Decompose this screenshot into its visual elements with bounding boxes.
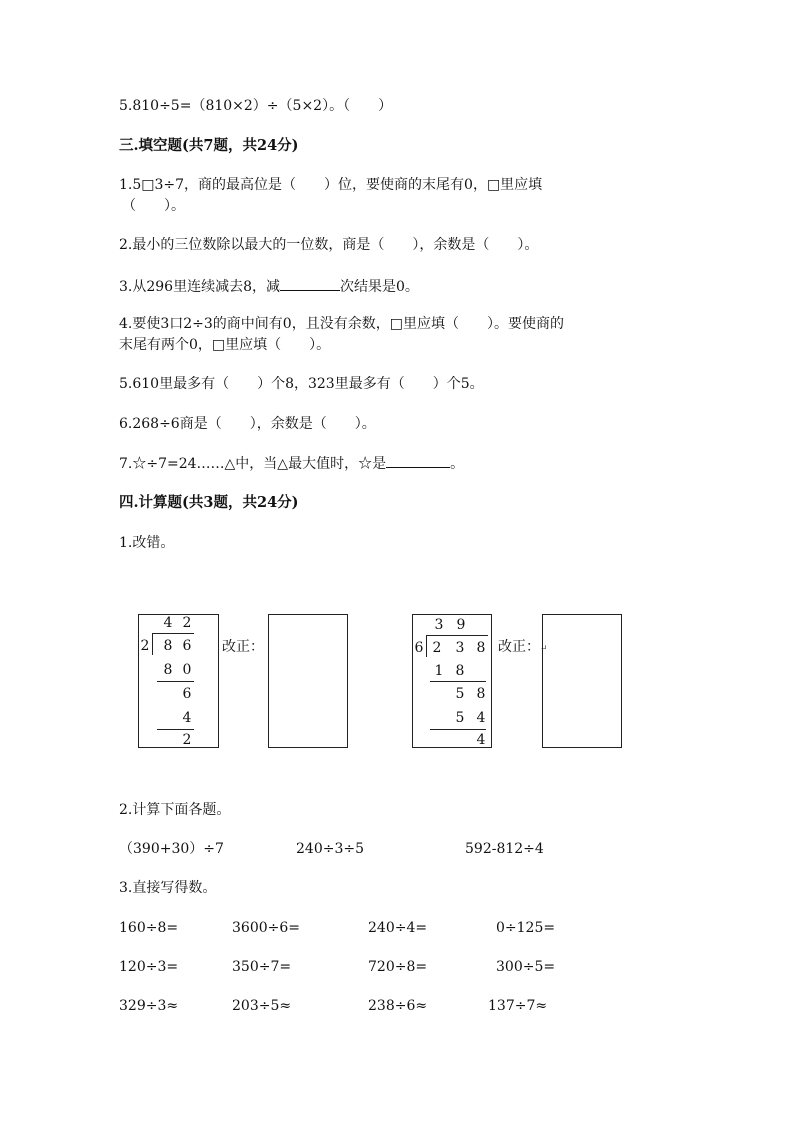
- calc-expression: 240÷3÷5: [296, 841, 364, 857]
- dividend-digit: 8: [476, 640, 486, 656]
- mental-math-item: 203÷5≈: [232, 998, 292, 1014]
- step-digit: 8: [476, 686, 486, 702]
- return-mark: ↵: [540, 644, 548, 654]
- calc-question-3-title: 3.直接写得数。: [119, 880, 217, 896]
- fill-question-6: 6.268÷6商是（ ），余数是（ ）。: [119, 416, 376, 432]
- fill-question-3: [119, 276, 419, 297]
- quotient-digit: 9: [456, 617, 466, 633]
- correction-answer-box-2[interactable]: [542, 614, 622, 748]
- step-digit: 0: [182, 662, 192, 678]
- mental-math-item: 160÷8=: [119, 920, 179, 936]
- dividend-digit: 2: [432, 640, 442, 656]
- step-digit: 6: [182, 686, 192, 702]
- answer-blank[interactable]: [386, 453, 450, 468]
- subtraction-line: [157, 729, 194, 730]
- quotient-digit: 2: [182, 615, 192, 631]
- division-bracket-side: [426, 635, 427, 657]
- mental-math-item: 329÷3≈: [119, 998, 179, 1014]
- mental-math-item: 720÷8=: [368, 959, 428, 975]
- fill-question-3-suffix: 次结果是0。: [340, 279, 419, 295]
- division-bracket-side: [152, 633, 153, 655]
- section-4-title: 四.计算题(共3题，共24分): [119, 494, 299, 511]
- fill-question-1-line-2: （ ）。: [122, 198, 185, 214]
- dividend-digit: 6: [182, 638, 192, 654]
- calc-question-1-title: 1.改错。: [119, 535, 175, 551]
- step-digit: 4: [476, 710, 486, 726]
- fill-question-2: 2.最小的三位数除以最大的一位数，商是（ ），余数是（ ）。: [119, 237, 539, 253]
- remainder-digit: 2: [182, 732, 192, 748]
- subtraction-line: [157, 681, 194, 682]
- fill-question-7-prefix: 7.☆÷7=24……△中，当△最大值时，☆是: [119, 456, 387, 472]
- step-digit: 8: [455, 663, 465, 679]
- correction-answer-box-1[interactable]: [268, 614, 348, 748]
- division-bracket-top: [426, 635, 488, 636]
- mental-math-item: 0÷125=: [496, 920, 556, 936]
- step-digit: 5: [455, 686, 465, 702]
- correction-label-1: 改正：: [222, 639, 264, 655]
- calc-question-2-title: 2.计算下面各题。: [119, 802, 231, 818]
- step-digit: 4: [182, 710, 192, 726]
- mental-math-item: 3600÷6=: [232, 920, 300, 936]
- calc-expression: （390+30）÷7: [119, 841, 224, 857]
- mental-math-item: 240÷4=: [368, 920, 428, 936]
- correction-label-2-text: 改正：: [498, 639, 540, 655]
- fill-question-1-line-1: 1.5□3÷7，商的最高位是（ ）位，要使商的末尾有0，□里应填: [119, 177, 543, 193]
- mental-math-item: 137÷7≈: [488, 998, 548, 1014]
- dividend-digit: 3: [455, 640, 465, 656]
- mental-math-item: 238÷6≈: [368, 998, 428, 1014]
- mental-math-item: 120÷3=: [119, 959, 179, 975]
- mental-math-item: 350÷7=: [232, 959, 292, 975]
- division-bracket-top: [152, 633, 194, 634]
- fill-question-5: 5.610里最多有（ ）个8，323里最多有（ ）个5。: [119, 376, 484, 392]
- step-digit: 1: [434, 663, 444, 679]
- step-digit: 5: [455, 710, 465, 726]
- remainder-digit: 4: [476, 732, 486, 748]
- divisor: 6: [414, 640, 424, 656]
- quotient-digit: 3: [434, 617, 444, 633]
- fill-question-7: [119, 453, 464, 474]
- section-3-title: 三.填空题(共7题，共24分): [119, 137, 299, 154]
- dividend-digit: 8: [163, 638, 173, 654]
- quotient-digit: 4: [163, 615, 173, 631]
- subtraction-line: [430, 681, 486, 682]
- answer-blank[interactable]: [280, 276, 340, 291]
- divisor: 2: [140, 638, 150, 654]
- calc-expression: 592-812÷4: [465, 841, 544, 857]
- fill-question-7-suffix: 。: [450, 456, 465, 472]
- fill-question-4-line-1: 4.要使3口2÷3的商中间有0，且没有余数，□里应填（ ）。要使商的: [119, 316, 564, 332]
- correction-label-2: [498, 639, 548, 657]
- judge-question-5: 5.810÷5=（810×2）÷（5×2）。（ ）: [119, 98, 393, 114]
- fill-question-4-line-2: 末尾有两个0，□里应填（ ）。: [119, 337, 331, 353]
- step-digit: 8: [163, 662, 173, 678]
- mental-math-item: 300÷5=: [496, 959, 556, 975]
- fill-question-3-prefix: 3.从296里连续减去8，减: [119, 279, 280, 295]
- subtraction-line: [430, 729, 486, 730]
